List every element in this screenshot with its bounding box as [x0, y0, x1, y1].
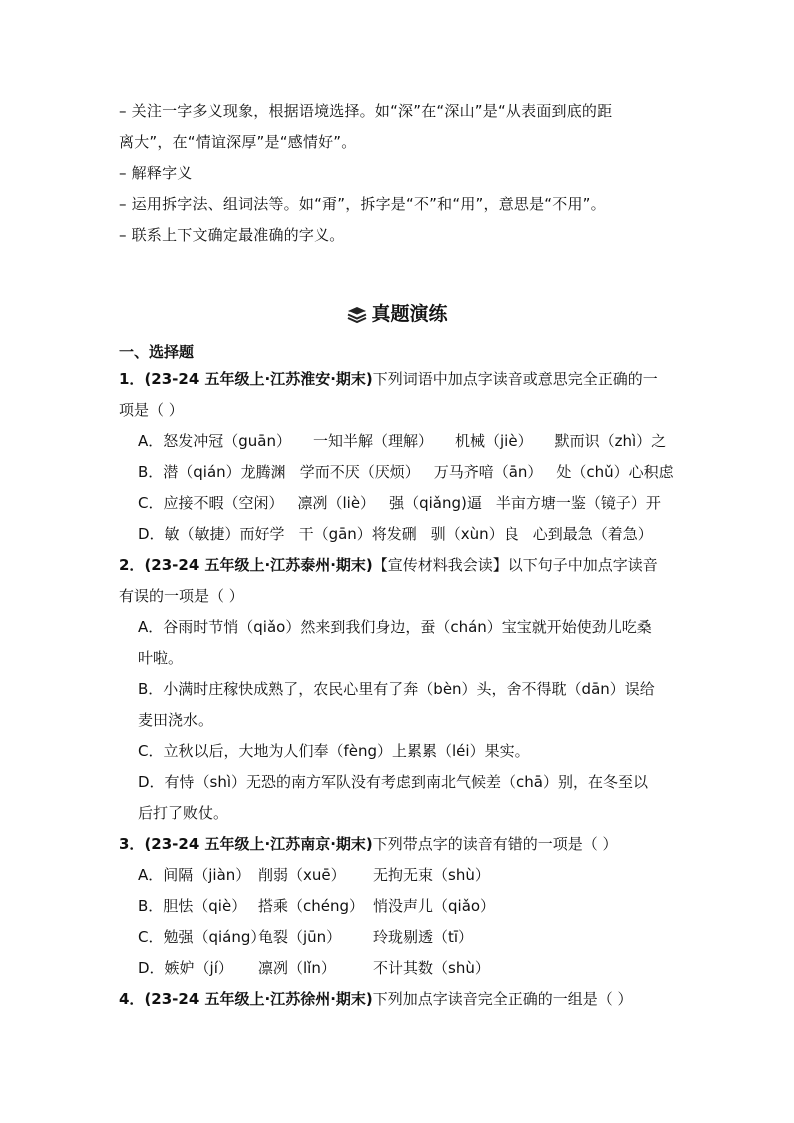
option-text: D．敏（敏捷）而好学 — [138, 525, 285, 543]
question-stem — [119, 364, 689, 395]
question-stem — [119, 550, 689, 581]
option-text: 悄没声儿（qiǎo） — [373, 897, 496, 915]
option-text: C．勉强（qiáng） — [138, 928, 266, 946]
option-text: 龟裂（jūn） — [258, 928, 342, 946]
question-number: 3． — [119, 835, 145, 853]
tip-line: – 关注一字多义现象，根据语境选择。如“深”在“深山”是“从表面到底的距 — [119, 102, 613, 120]
option-continuation: 后打了败仗。 — [138, 804, 229, 822]
question-source: (23-24 五年级上·江苏泰州·期末) — [144, 556, 373, 574]
option-text: 凛冽（liè） — [297, 494, 376, 512]
question-2 — [119, 550, 689, 829]
stem-text: 【宣传材料我会读】以下句子中加点字读音 — [372, 556, 658, 574]
stem-text: 下列词语中加点字读音或意思完全正确的一 — [372, 370, 658, 388]
books-icon — [346, 303, 368, 335]
tip-line: – 运用拆字法、组词法等。如“甭”，拆字是“不”和“用”，意思是“不用”。 — [119, 195, 606, 213]
option-c[interactable]: C．立秋以后，大地为人们奉（fèng）上累累（léi）果实。 — [138, 742, 530, 760]
question-list — [119, 364, 689, 1015]
option-text: C．应接不暇（空闲） — [138, 494, 284, 512]
option-text: 机械（jiè） — [455, 432, 533, 450]
question-stem — [119, 984, 689, 1015]
option-text: B．胆怯（qiè） — [138, 897, 247, 915]
option-a[interactable]: A．谷雨时节悄（qiǎo）然来到我们身边，蚕（chán）宝宝就开始使劲儿吃桑 — [138, 618, 652, 636]
question-number: 4． — [119, 990, 145, 1008]
option-text: A．间隔（jiàn） — [138, 866, 251, 884]
question-4 — [119, 984, 689, 1015]
option-text: 驯（xùn）良 — [430, 525, 519, 543]
question-number: 2． — [119, 556, 145, 574]
option-c[interactable] — [119, 922, 689, 953]
option-d[interactable]: D．有恃（shì）无恐的南方军队没有考虑到南北气候差（chā）别，在冬至以 — [138, 773, 648, 791]
option-text: A．怒发冲冠（guān） — [138, 432, 291, 450]
stem-continuation: 项是（ ） — [119, 401, 184, 419]
question-1 — [119, 364, 689, 550]
option-text: 玲珑剔透（tī） — [373, 928, 474, 946]
section-title — [0, 298, 794, 335]
question-3 — [119, 829, 689, 984]
option-a[interactable] — [119, 860, 689, 891]
option-text: 心到最急（着急） — [532, 525, 653, 543]
option-d[interactable] — [119, 519, 689, 550]
question-stem — [119, 829, 689, 860]
stem-text: 下列带点字的读音有错的一项是（ ） — [372, 835, 618, 853]
option-b[interactable]: B．小满时庄稼快成熟了，农民心里有了奔（bèn）头，舍不得耽（dān）误给 — [138, 680, 655, 698]
option-text: 半亩方塘一鉴（镜子）开 — [495, 494, 661, 512]
stem-continuation: 有误的一项是（ ） — [119, 587, 244, 605]
option-text: 强（qiǎng)逼 — [389, 494, 482, 512]
option-text: D．嫉妒（jí） — [138, 959, 233, 977]
option-text: 搭乘（chéng） — [258, 897, 365, 915]
option-text: 无拘无束（shù） — [373, 866, 490, 884]
option-text: B．潜（qián）龙腾渊 — [138, 463, 286, 481]
question-number: 1． — [119, 370, 145, 388]
option-text: 削弱（xuē） — [258, 866, 346, 884]
option-text: 干（gān）将发硎 — [298, 525, 417, 543]
option-text: 不计其数（shù） — [373, 959, 490, 977]
tip-line: – 联系上下文确定最准确的字义。 — [119, 226, 345, 244]
option-c[interactable] — [119, 488, 689, 519]
option-continuation: 叶啦。 — [138, 649, 184, 667]
part-heading: 一、选择题 — [119, 343, 195, 361]
section-title-text: 真题演练 — [371, 303, 448, 325]
stem-text: 下列加点字读音完全正确的一组是（ ） — [372, 990, 633, 1008]
option-text: 处（chǔ）心积虑 — [556, 463, 674, 481]
tips-block — [119, 96, 689, 251]
question-source: (23-24 五年级上·江苏淮安·期末) — [144, 370, 373, 388]
option-a[interactable] — [119, 426, 689, 457]
option-continuation: 麦田浇水。 — [138, 711, 214, 729]
option-b[interactable] — [119, 457, 689, 488]
tip-line: 离大”，在“情谊深厚”是“感情好”。 — [119, 133, 357, 151]
option-text: 凛冽（lǐn） — [258, 959, 336, 977]
question-source: (23-24 五年级上·江苏南京·期末) — [144, 835, 373, 853]
option-text: 学而不厌（厌烦） — [299, 463, 420, 481]
option-text: 一知半解（理解） — [313, 432, 434, 450]
option-d[interactable] — [119, 953, 689, 984]
question-source: (23-24 五年级上·江苏徐州·期末) — [144, 990, 373, 1008]
option-b[interactable] — [119, 891, 689, 922]
tip-line: – 解释字义 — [119, 164, 193, 182]
option-text: 默而识（zhì）之 — [554, 432, 667, 450]
option-text: 万马齐喑（ān） — [433, 463, 543, 481]
